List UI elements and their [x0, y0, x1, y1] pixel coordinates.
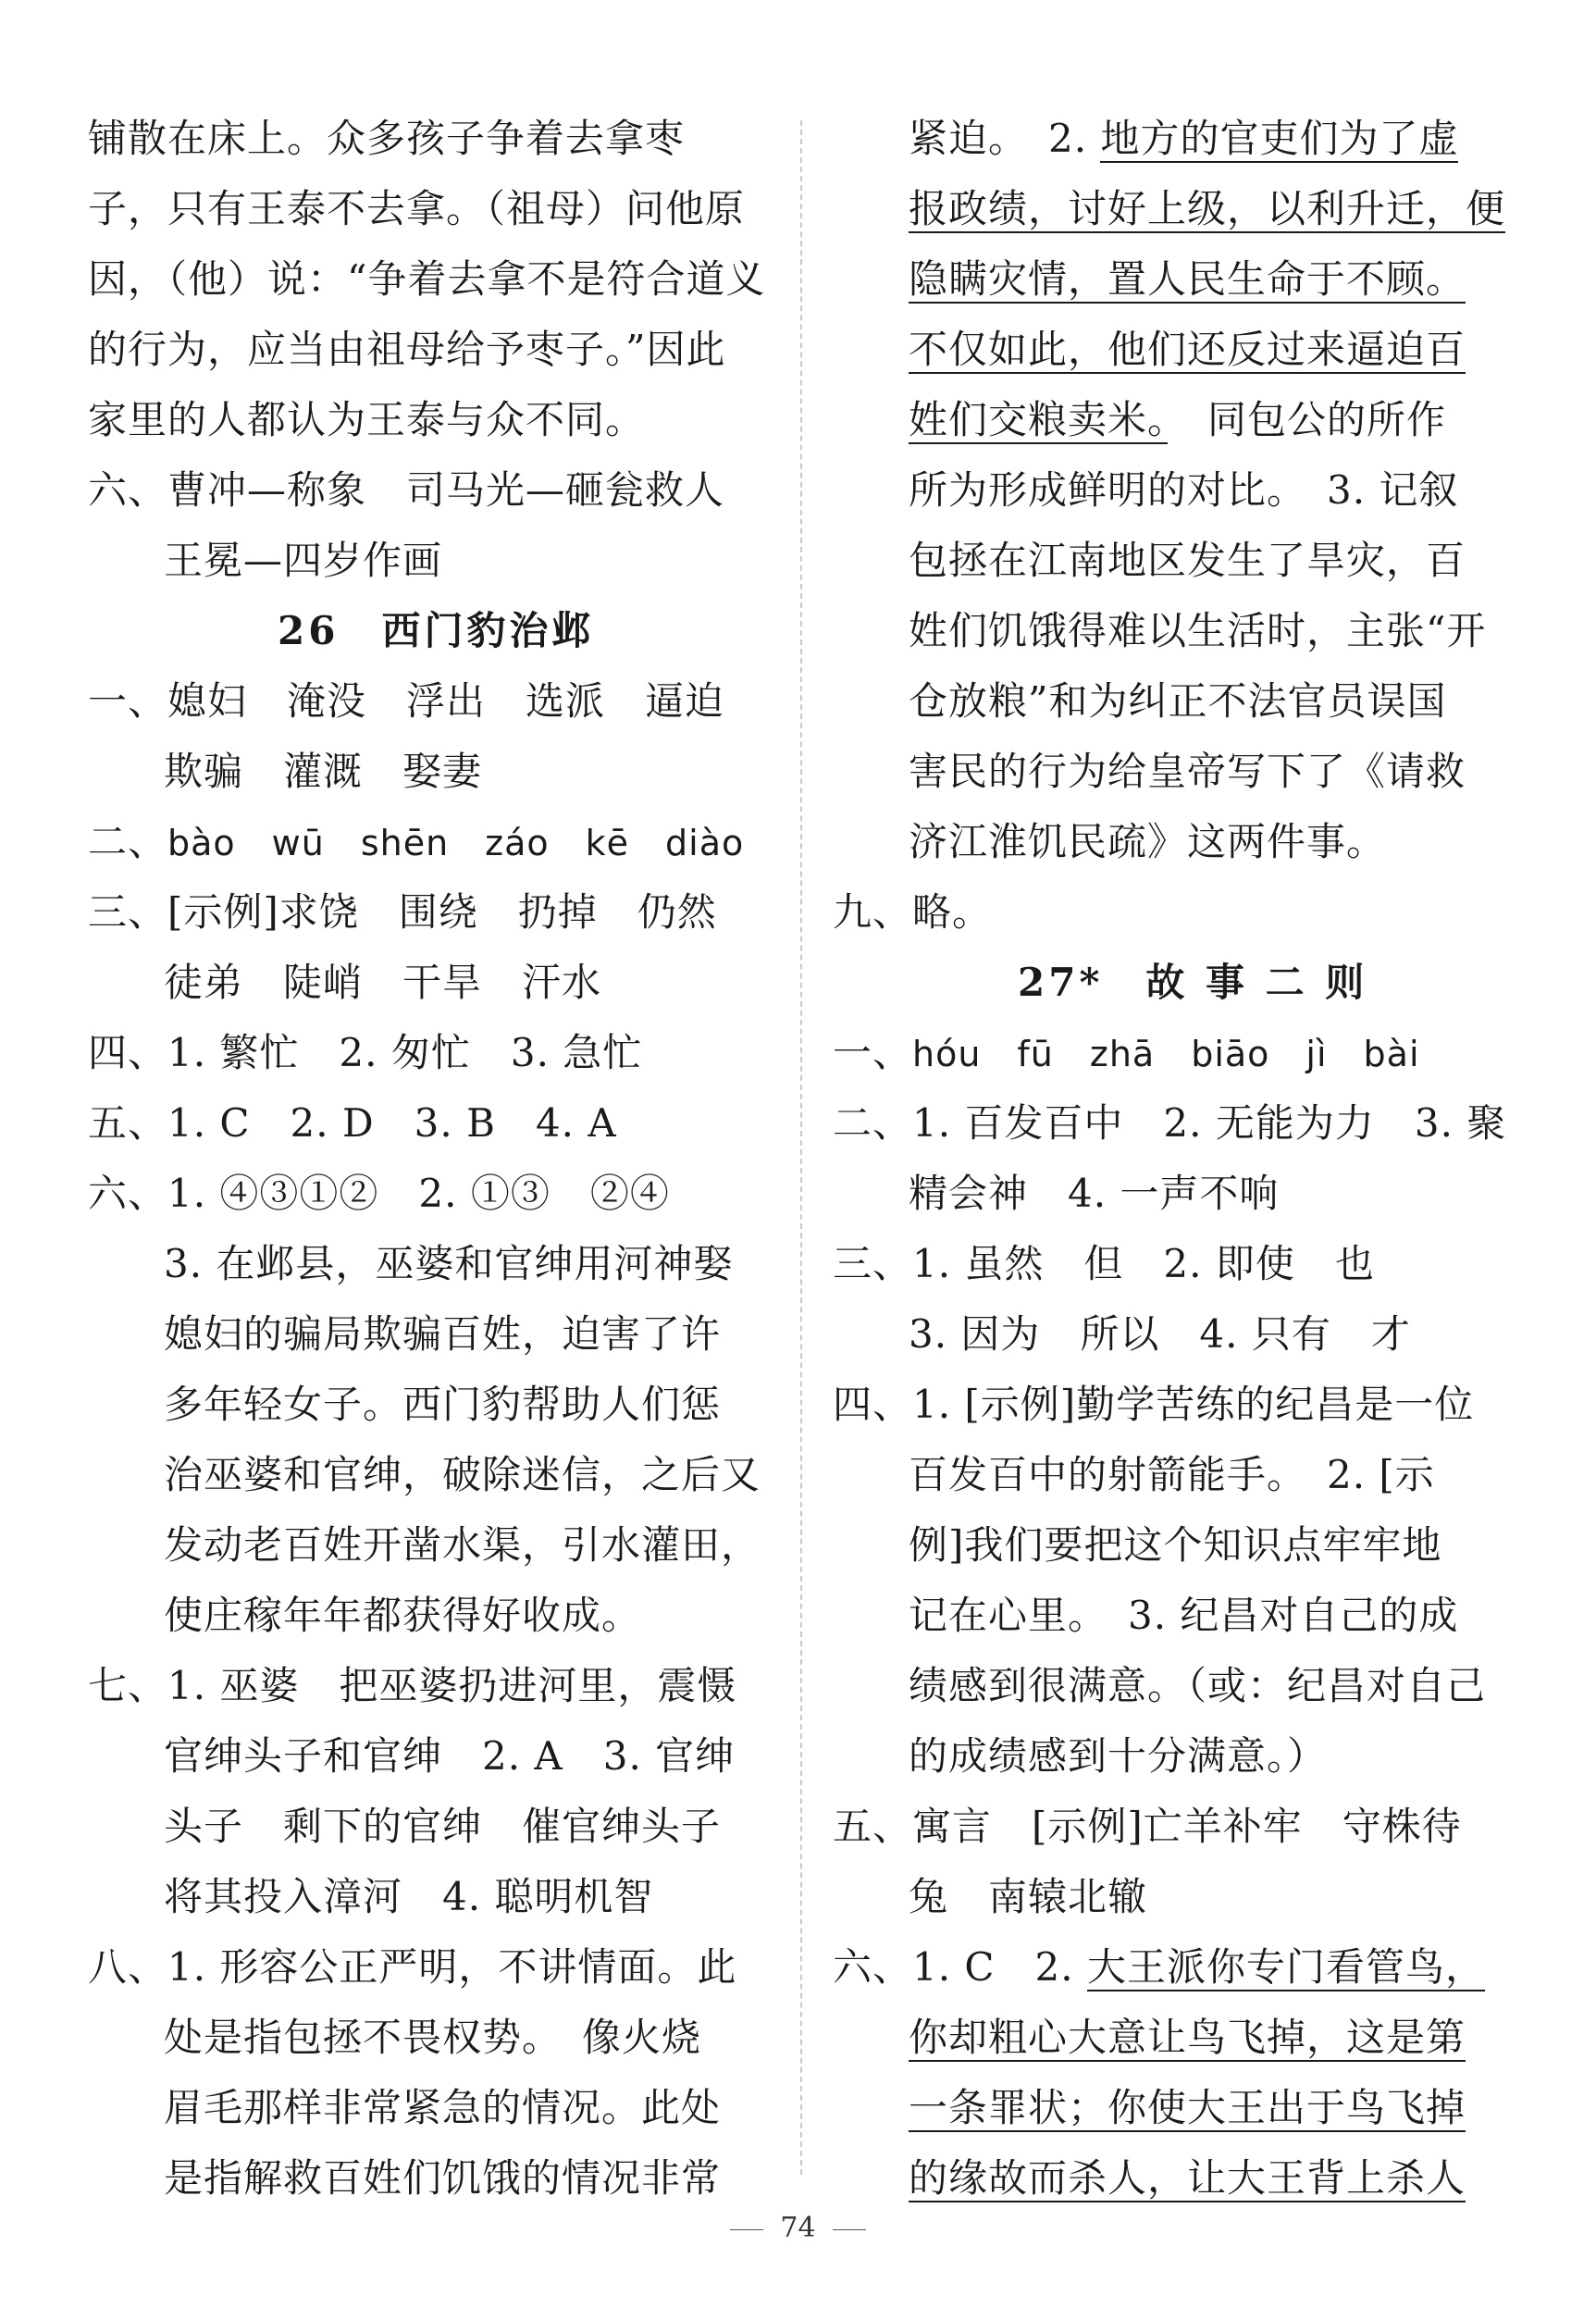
- answer-five: 五、寓言 [示例]亡羊补牢 守株待: [833, 1804, 1462, 1849]
- text-line: 因，（他）说：“争着去拿不是符合道义: [88, 256, 766, 302]
- text-line: 媳妇的骗局欺骗百姓，迫害了许: [164, 1311, 722, 1357]
- text-line: 包拯在江南地区发生了旱灾，百: [909, 538, 1466, 583]
- underlined-text: 隐瞒灾情，置人民生命于不顾。: [909, 256, 1466, 302]
- item-number: 一、: [833, 1030, 913, 1075]
- underlined-text: 你却粗心大意让鸟飞掉，这是第: [909, 2015, 1466, 2060]
- text-line: 记在心里。 3. 纪昌对自己的成: [909, 1593, 1459, 1638]
- text-line: 百发百中的射箭能手。 2. [示: [909, 1452, 1435, 1497]
- text-line: 眉毛那样非常紧急的情况。此处: [164, 2085, 722, 2130]
- answer-three: 三、1. 虽然 但 2. 即使 也: [833, 1241, 1375, 1286]
- answer-five: 五、1. C 2. D 3. B 4. A: [88, 1100, 617, 1146]
- text-line: 欺骗 灌溉 娶妻: [164, 749, 483, 794]
- text-line: [909, 2151, 1466, 2206]
- text-line: [909, 392, 1446, 448]
- text-line: 将其投入漳河 4. 聪明机智: [164, 1874, 654, 1919]
- text-line: 子，只有王泰不去拿。（祖母）问他原: [88, 186, 746, 231]
- answer-six: [833, 1940, 1485, 1995]
- answer-eight: 八、1. 形容公正严明，不讲情面。此: [88, 1944, 737, 1990]
- text-line: 家里的人都认为王泰与众不同。: [88, 397, 646, 442]
- footer-dash: [730, 2229, 763, 2230]
- page-footer: [0, 2212, 1596, 2244]
- text-line: 的行为，应当由祖母给予枣子。”因此: [88, 327, 726, 372]
- underlined-text: 不仅如此，他们还反过来逼迫百: [909, 327, 1466, 372]
- answer-four: 四、1. [示例]勤学苦练的纪昌是一位: [833, 1382, 1475, 1427]
- text-line: [909, 111, 1458, 167]
- text-line: 铺散在床上。众多孩子争着去拿枣: [88, 116, 686, 161]
- underlined-text: 地方的官吏们为了虚: [1100, 116, 1459, 161]
- text-segment: 同包公的所作: [1168, 397, 1447, 442]
- answer-seven: 七、1. 巫婆 把巫婆扔进河里，震慑: [88, 1663, 737, 1708]
- lesson-title: 27* 故 事 二 则: [1018, 960, 1368, 1005]
- text-line: 徒弟 陡峭 干旱 汗水: [164, 960, 602, 1005]
- text-segment: 紧迫。 2.: [909, 116, 1101, 161]
- text-line: [909, 2080, 1466, 2136]
- answer-one: [833, 1025, 1420, 1082]
- text-line: [909, 252, 1466, 307]
- underlined-text: 姓们交粮卖米。: [909, 397, 1169, 442]
- text-line: [909, 322, 1466, 378]
- footer-dash: [833, 2229, 866, 2230]
- text-line: 姓们饥饿得难以生活时，主张“开: [909, 608, 1487, 653]
- item-number: 二、: [88, 819, 168, 864]
- underlined-text: 大王派你专门看管鸟，: [1086, 1944, 1485, 1990]
- column-divider: [800, 120, 802, 2175]
- text-line: 害民的行为给皇帝写下了《请救: [909, 749, 1466, 794]
- text-line: 济江淮饥民疏》这两件事。: [909, 819, 1387, 864]
- text-line: 王冕—四岁作画: [164, 538, 443, 583]
- text-line: 是指解救百姓们饥饿的情况非常: [164, 2155, 722, 2201]
- text-line: 绩感到很满意。（或：纪昌对自己: [909, 1663, 1487, 1708]
- text-line: 例]我们要把这个知识点牢牢地: [909, 1522, 1442, 1568]
- text-line: 使庄稼年年都获得好收成。: [164, 1593, 642, 1638]
- page-number: 74: [780, 2212, 816, 2244]
- answer-six: 六、1. ④③①② 2. ①③ ②④: [88, 1171, 670, 1216]
- answer-one: 一、媳妇 淹没 浮出 选派 逼迫: [88, 678, 725, 724]
- text-line: 处是指包拯不畏权势。 像火烧: [164, 2015, 702, 2060]
- underlined-text: 一条罪状；你使大王出于鸟飞掉: [909, 2085, 1466, 2130]
- text-line: 仓放粮”和为纠正不法官员误国: [909, 678, 1447, 724]
- text-line: 兔 南辕北辙: [909, 1874, 1148, 1919]
- text-segment: 六、1. C 2.: [833, 1944, 1087, 1990]
- text-line: [909, 2010, 1466, 2066]
- text-line: 官绅头子和官绅 2. A 3. 官绅: [164, 1733, 736, 1779]
- text-line: 精会神 4. 一声不响: [909, 1171, 1280, 1216]
- underlined-text: 报政绩，讨好上级，以利升迁，便: [909, 186, 1506, 231]
- text-line: 治巫婆和官绅，破除迷信，之后又: [164, 1452, 761, 1497]
- answer-two: 二、1. 百发百中 2. 无能为力 3. 聚: [833, 1100, 1507, 1146]
- text-line: 多年轻女子。西门豹帮助人们惩: [164, 1382, 722, 1427]
- text-line: 头子 剩下的官绅 催官绅头子: [164, 1804, 722, 1849]
- text-line: 发动老百姓开凿水渠，引水灌田，: [164, 1522, 761, 1568]
- text-line: 3. 因为 所以 4. 只有 才: [909, 1311, 1411, 1357]
- text-line: 所为形成鲜明的对比。 3. 记叙: [909, 467, 1459, 513]
- answer-four: 四、1. 繁忙 2. 匆忙 3. 急忙: [88, 1030, 643, 1075]
- underlined-text: 的缘故而杀人，让大王背上杀人: [909, 2155, 1466, 2201]
- answer-three: 三、[示例]求饶 围绕 扔掉 仍然: [88, 889, 717, 935]
- answer-six: 六、曹冲—称象 司马光—砸瓮救人: [88, 467, 725, 513]
- text-line: 3. 在邺县，巫婆和官绅用河神娶: [164, 1241, 734, 1286]
- answer-two: [88, 814, 744, 871]
- text-line: [909, 181, 1505, 237]
- answer-nine: 九、略。: [833, 889, 993, 935]
- text-line: 的成绩感到十分满意。）: [909, 1733, 1328, 1779]
- lesson-title: 26 西门豹治邺: [278, 608, 595, 653]
- pinyin-answers: bào wū shēn záo kē diào: [167, 823, 745, 863]
- pinyin-answers: hóu fū zhā biāo jì bài: [912, 1034, 1420, 1074]
